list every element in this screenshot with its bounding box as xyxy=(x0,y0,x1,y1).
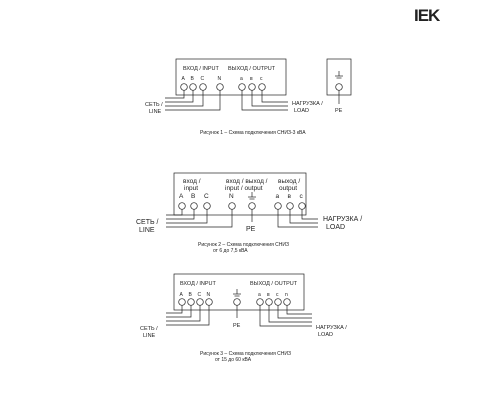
fig2-line-label-1: СЕТЬ / xyxy=(136,219,159,226)
fig1-terminal-b-out xyxy=(249,84,256,91)
fig1-term-b-label: B xyxy=(190,76,194,82)
fig2-term-a-out-label: а xyxy=(275,193,280,200)
fig3-terminal-n-out xyxy=(284,299,291,306)
fig1-line-label-2: LINE xyxy=(149,109,162,115)
fig2-terminal-n xyxy=(229,203,236,210)
fig1-term-a-label: A xyxy=(181,76,185,82)
fig3-terminal-b xyxy=(188,299,195,306)
fig1-load-label-2: LOAD xyxy=(294,108,309,114)
fig1-pe-box xyxy=(327,59,351,95)
fig2-term-a-label: A xyxy=(179,193,184,200)
fig2-output-label-2: output xyxy=(279,185,298,192)
fig3-caption-1: Рисунок 3 – Схема подключения СНИЗ xyxy=(200,351,291,357)
fig1-terminal-pe xyxy=(336,84,343,91)
fig3-terminal-pe xyxy=(234,299,241,306)
fig1-term-a-out-label: a xyxy=(240,76,243,82)
fig3-term-c-out-label: с xyxy=(276,292,279,298)
fig2-term-b-out-label: в xyxy=(287,193,291,200)
fig2-mid-label-2: input / output xyxy=(225,185,263,192)
fig3-term-n-out-label: n xyxy=(285,292,288,298)
fig3-line-label-1: СЕТЬ / xyxy=(140,326,158,332)
fig3-load-label-1: НАГРУЗКА / xyxy=(316,325,347,331)
fig1-caption: Рисунок 1 – Схема подключения СНИЗ-3 кВА xyxy=(200,130,306,136)
fig2-terminal-a-out xyxy=(275,203,282,210)
fig2-terminal-c-out xyxy=(299,203,306,210)
fig3-terminal-a-out xyxy=(257,299,264,306)
fig3-input-label: ВХОД / INPUT xyxy=(180,281,216,287)
fig1-pe-label: PE xyxy=(335,108,343,114)
fig3-term-a-out-label: а xyxy=(258,292,261,298)
fig3-terminal-c xyxy=(197,299,204,306)
fig2-load-label-2: LOAD xyxy=(326,224,346,231)
fig1-term-b-out-label: в xyxy=(250,76,253,82)
fig3-line-label-2: LINE xyxy=(143,333,156,339)
fig1-terminal-c-out xyxy=(259,84,266,91)
fig2-terminal-pe xyxy=(249,203,256,210)
fig3-terminal-n xyxy=(206,299,213,306)
fig1-line-label-1: СЕТЬ / xyxy=(145,102,163,108)
fig3-output-label: ВЫХОД / OUTPUT xyxy=(250,281,298,287)
fig2-pe-label: PE xyxy=(246,226,256,233)
fig2-line-label-2: LINE xyxy=(139,227,155,234)
fig3-term-n-label: N xyxy=(206,292,211,298)
fig3-term-b-out-label: в xyxy=(267,292,270,298)
fig3-terminal-b-out xyxy=(266,299,273,306)
fig2-term-c-label: C xyxy=(204,193,209,200)
fig2-output-label-1: выход / xyxy=(278,178,301,185)
fig2-terminal-a xyxy=(179,203,186,210)
fig2-term-b-label: B xyxy=(191,193,196,200)
fig1-input-label: ВХОД / INPUT xyxy=(183,66,219,72)
fig3-term-a-label: A xyxy=(179,292,183,298)
fig1-term-n-label: N xyxy=(217,76,222,82)
fig1-terminal-a xyxy=(181,84,188,91)
fig3-terminal-c-out xyxy=(275,299,282,306)
fig3-caption-2: от 15 до 60 кВА xyxy=(215,357,252,363)
fig2-term-c-out-label: с xyxy=(299,193,303,200)
fig2-mid-label-1: вход / выход / xyxy=(226,178,268,185)
fig1-term-c-out-label: c xyxy=(260,76,263,82)
fig2-terminal-b xyxy=(191,203,198,210)
fig2-caption-1: Рисунок 2 – Схема подключения СНИЗ xyxy=(198,242,289,248)
fig1-term-c-label: C xyxy=(200,76,205,82)
fig3-term-c-label: C xyxy=(197,292,202,298)
fig2-caption-2: от 6 до 7,5 кВА xyxy=(213,248,248,254)
fig3-terminal-a xyxy=(179,299,186,306)
fig1-terminal-a-out xyxy=(239,84,246,91)
fig1-terminal-n xyxy=(217,84,224,91)
fig3-load-label-2: LOAD xyxy=(318,332,333,338)
fig3-term-b-label: B xyxy=(188,292,192,298)
fig1-output-label: ВЫХОД / OUTPUT xyxy=(228,66,276,72)
fig2-term-n-label: N xyxy=(229,193,234,200)
fig1-terminal-b xyxy=(190,84,197,91)
fig2-input-label-2: input xyxy=(184,185,199,192)
fig1-terminal-c xyxy=(200,84,207,91)
fig2-input-label-1: вход / xyxy=(183,178,201,185)
fig2-terminal-c xyxy=(204,203,211,210)
fig2-terminal-b-out xyxy=(287,203,294,210)
iek-logo: IEK xyxy=(414,6,440,25)
fig3-pe-label: PE xyxy=(233,323,241,329)
fig2-load-label-1: НАГРУЗКА / xyxy=(323,216,363,223)
fig1-load-label-1: НАГРУЗКА / xyxy=(292,101,323,107)
